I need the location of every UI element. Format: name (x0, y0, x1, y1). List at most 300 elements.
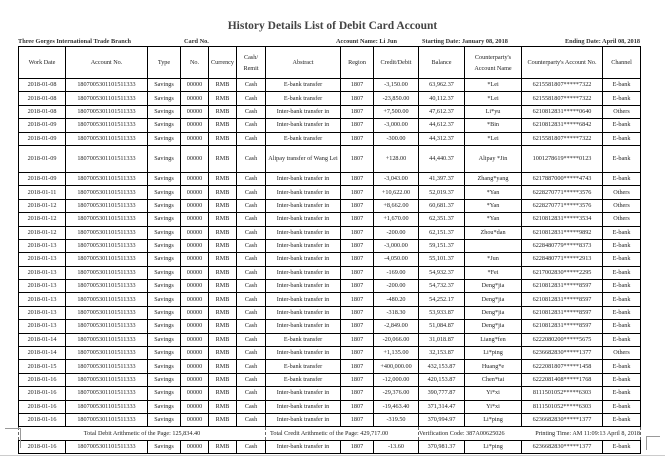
table-cell: RMB (209, 400, 237, 413)
table-cell: E-bank (603, 239, 641, 252)
table-cell: 1807005301101511333 (66, 199, 148, 212)
table-cell: *Bin (465, 119, 522, 132)
table-cell: Cash (237, 92, 266, 105)
transactions-table (18, 46, 641, 454)
table-cell: 2018-01-08 (19, 92, 66, 105)
table-cell: Cash (237, 306, 266, 319)
table-cell: -23,850.00 (374, 92, 419, 105)
table-cell: 2018-01-13 (19, 239, 66, 252)
table-row (19, 333, 641, 346)
table-cell: 6210812831*****9892 (522, 226, 603, 239)
table-cell: Cash (237, 213, 266, 226)
table-cell: 00000 (181, 132, 209, 145)
table-cell: Cash (237, 293, 266, 306)
table-cell: Cash (237, 132, 266, 145)
table-cell: Yi*xi (465, 387, 522, 400)
table-cell: Cash (237, 119, 266, 132)
table-cell: 1807 (341, 347, 374, 360)
table-cell: 1807 (341, 293, 374, 306)
table-cell: 370,981.37 (419, 440, 465, 453)
table-cell: Alipay *Jin (465, 145, 522, 172)
table-cell: +1,670.00 (374, 213, 419, 226)
table-cell: Inter-bank transfer in (266, 213, 341, 226)
table-cell: 00000 (181, 373, 209, 386)
table-cell: E-bank transfer (266, 92, 341, 105)
table-cell: 2018-01-16 (19, 413, 66, 426)
table-row (19, 320, 641, 333)
table-cell: 432,153.87 (419, 360, 465, 373)
table-cell: Yi*xi (465, 400, 522, 413)
table-cell: +10,622.00 (374, 186, 419, 199)
table-cell: Inter-bank transfer in (266, 172, 341, 185)
table-cell: E-bank (603, 333, 641, 346)
table-cell: 1807005301101511333 (66, 387, 148, 400)
table-cell: 1807 (341, 226, 374, 239)
table-cell: RMB (209, 119, 237, 132)
starting-date: Starting Date: January 08, 2018 (422, 38, 508, 45)
table-cell: 1807005301101511333 (66, 119, 148, 132)
table-cell: 00000 (181, 306, 209, 319)
table-cell: 54,932.37 (419, 266, 465, 279)
table-row (19, 92, 641, 105)
table-cell: RMB (209, 266, 237, 279)
table-cell: 6228270771*****3576 (522, 186, 603, 199)
table-cell: -3,043.00 (374, 172, 419, 185)
table-cell: 2018-01-09 (19, 172, 66, 185)
table-cell: 1807005301101511333 (66, 333, 148, 346)
table-cell: Cash (237, 320, 266, 333)
table-cell: 1807005301101511333 (66, 280, 148, 293)
table-row (19, 119, 641, 132)
table-cell: 2018-01-15 (19, 360, 66, 373)
table-cell: Inter-bank transfer in (266, 266, 341, 279)
table-cell: 6228480771*****2913 (522, 253, 603, 266)
table-cell: 1807005301101511333 (66, 105, 148, 118)
table-cell: 1807 (341, 79, 374, 92)
table-cell: 1807 (341, 413, 374, 426)
table-row (19, 253, 641, 266)
table-cell: 2018-01-13 (19, 280, 66, 293)
table-cell: Savings (148, 92, 181, 105)
table-cell: 6210812831*****8597 (522, 280, 603, 293)
table-cell: -3,000.00 (374, 119, 419, 132)
table-cell: 44,612.37 (419, 119, 465, 132)
table-cell: 1807 (341, 253, 374, 266)
table-cell: RMB (209, 226, 237, 239)
table-cell: E-bank (603, 306, 641, 319)
table-cell: 00000 (181, 360, 209, 373)
table-cell: 00000 (181, 199, 209, 212)
ending-date: Ending Date: April 08, 2018 (564, 38, 640, 45)
table-cell: *Yan (465, 186, 522, 199)
table-cell: Cash (237, 400, 266, 413)
table-cell: 6210812831*****0640 (522, 105, 603, 118)
table-cell: E-bank (603, 440, 641, 453)
table-cell: 44,312.37 (419, 132, 465, 145)
table-cell: 00000 (181, 226, 209, 239)
card-no-label: Card No. (184, 38, 209, 45)
table-cell: Inter-bank transfer in (266, 199, 341, 212)
table-cell: E-bank (603, 266, 641, 279)
table-cell: 00000 (181, 186, 209, 199)
table-cell: 8111501052*****6303 (522, 400, 603, 413)
table-cell: *Jun (465, 253, 522, 266)
table-cell: 2018-01-09 (19, 132, 66, 145)
table-row (19, 239, 641, 252)
printing-time: Printing Time: AM 11:09:13 April 8, 2018 (522, 427, 641, 440)
table-cell: RMB (209, 239, 237, 252)
table-cell: E-bank (603, 387, 641, 400)
table-cell: RMB (209, 145, 237, 172)
table-cell: 1807005301101511333 (66, 239, 148, 252)
table-cell: Inter-bank transfer in (266, 387, 341, 400)
table-cell: Cash (237, 333, 266, 346)
table-cell: Inter-bank transfer in (266, 119, 341, 132)
table-cell: RMB (209, 293, 237, 306)
table-cell: Savings (148, 320, 181, 333)
table-cell: 6228270771*****3576 (522, 199, 603, 212)
table-cell: RMB (209, 440, 237, 453)
table-cell: E-bank (603, 172, 641, 185)
table-cell: Cash (237, 280, 266, 293)
page-bottom-edge (0, 455, 665, 456)
table-cell: 390,777.87 (419, 387, 465, 400)
table-cell: Deng*jia (465, 280, 522, 293)
table-cell: 2018-01-13 (19, 293, 66, 306)
table-cell: E-bank (603, 253, 641, 266)
table-cell: 2018-01-11 (19, 186, 66, 199)
table-cell: -3,000.00 (374, 239, 419, 252)
column-header: Channel (603, 47, 641, 79)
column-header: Counterparty's Account No. (522, 47, 603, 79)
column-header: Account No. (66, 47, 148, 79)
table-cell: 1807 (341, 306, 374, 319)
table-cell: 1807 (341, 280, 374, 293)
table-cell: RMB (209, 333, 237, 346)
table-cell: 6222080200*****5675 (522, 333, 603, 346)
table-cell: 1807 (341, 333, 374, 346)
table-cell: -2,849.00 (374, 320, 419, 333)
table-cell: 1807005301101511333 (66, 145, 148, 172)
table-cell: E-bank (603, 413, 641, 426)
table-cell: Savings (148, 266, 181, 279)
table-cell: 1807 (341, 105, 374, 118)
table-cell: Others (603, 105, 641, 118)
table-cell: 00000 (181, 333, 209, 346)
table-cell: RMB (209, 172, 237, 185)
table-cell: 1807005301101511333 (66, 306, 148, 319)
table-cell: 2018-01-08 (19, 105, 66, 118)
table-cell: 6210812831*****8597 (522, 293, 603, 306)
table-cell: E-bank (603, 293, 641, 306)
table-cell: 6236682830*****1377 (522, 347, 603, 360)
table-cell: -480.20 (374, 293, 419, 306)
table-cell: RMB (209, 199, 237, 212)
table-cell: 6215581807*****7322 (522, 79, 603, 92)
table-cell: 1807 (341, 172, 374, 185)
table-cell: 1807 (341, 92, 374, 105)
table-cell: 6215581807*****7322 (522, 132, 603, 145)
table-cell: 2018-01-12 (19, 213, 66, 226)
table-cell: 2018-01-16 (19, 373, 66, 386)
table-cell: Chen*tai (465, 373, 522, 386)
column-header: Type (148, 47, 181, 79)
table-cell: -3,150.00 (374, 79, 419, 92)
table-row (19, 400, 641, 413)
table-cell: Cash (237, 199, 266, 212)
table-cell: Cash (237, 105, 266, 118)
table-cell: RMB (209, 92, 237, 105)
table-cell: +7,500.00 (374, 105, 419, 118)
table-cell: 2018-01-14 (19, 333, 66, 346)
table-cell: *Lei (465, 79, 522, 92)
table-cell: Others (603, 347, 641, 360)
table-cell: 1807005301101511333 (66, 132, 148, 145)
table-row (19, 79, 641, 92)
table-cell: Savings (148, 333, 181, 346)
table-cell: 00000 (181, 293, 209, 306)
table-cell: 00000 (181, 266, 209, 279)
table-cell: Others (603, 199, 641, 212)
table-cell: Others (603, 213, 641, 226)
table-cell: Inter-bank transfer in (266, 186, 341, 199)
table-cell: Cash (237, 226, 266, 239)
table-cell: 00000 (181, 387, 209, 400)
table-cell: RMB (209, 186, 237, 199)
table-cell: 1807 (341, 239, 374, 252)
branch-name: Three Gorges International Trade Branch (18, 38, 131, 45)
table-cell: Cash (237, 145, 266, 172)
table-row (19, 213, 641, 226)
table-cell: Cash (237, 266, 266, 279)
table-cell: *Yan (465, 199, 522, 212)
table-cell: Cash (237, 239, 266, 252)
table-cell: Savings (148, 280, 181, 293)
table-cell: 1807005301101511333 (66, 360, 148, 373)
table-cell: 00000 (181, 145, 209, 172)
table-cell: Inter-bank transfer in (266, 253, 341, 266)
table-cell: +8,662.00 (374, 199, 419, 212)
table-cell: E-bank (603, 373, 641, 386)
table-cell: E-bank (603, 145, 641, 172)
table-row (19, 145, 641, 172)
table-cell: 1807005301101511333 (66, 413, 148, 426)
table-cell: E-bank (603, 226, 641, 239)
table-cell: 1807005301101511333 (66, 79, 148, 92)
table-cell: Huang*e (465, 360, 522, 373)
table-cell: Cash (237, 413, 266, 426)
table-cell: -200.00 (374, 226, 419, 239)
table-cell: 6210812831*****6842 (522, 119, 603, 132)
table-cell: E-bank (603, 79, 641, 92)
table-row (19, 186, 641, 199)
table-cell: RMB (209, 105, 237, 118)
table-cell: Savings (148, 387, 181, 400)
table-cell: Others (603, 186, 641, 199)
table-cell: Savings (148, 253, 181, 266)
table-cell: 8111501052*****6303 (522, 387, 603, 400)
table-cell: 2018-01-16 (19, 440, 66, 453)
column-header: Work Date (19, 47, 66, 79)
table-row (19, 373, 641, 386)
table-cell: 1807005301101511333 (66, 186, 148, 199)
table-row (19, 440, 641, 453)
table-cell: E-bank transfer (266, 132, 341, 145)
table-cell: 1807 (341, 119, 374, 132)
table-cell: 54,732.37 (419, 280, 465, 293)
table-cell: 1807 (341, 132, 374, 145)
table-cell: Savings (148, 306, 181, 319)
table-cell: 32,153.87 (419, 347, 465, 360)
table-cell: 1001278619*****0123 (522, 145, 603, 172)
table-cell: 6210812831*****3534 (522, 213, 603, 226)
table-cell: 00000 (181, 239, 209, 252)
table-cell: 371,314.47 (419, 400, 465, 413)
table-row (19, 347, 641, 360)
table-cell: *Lei (465, 92, 522, 105)
table-cell: Inter-bank transfer in (266, 280, 341, 293)
table-cell: Cash (237, 79, 266, 92)
table-cell: Inter-bank transfer in (266, 413, 341, 426)
table-cell: 6210812831*****8597 (522, 320, 603, 333)
table-cell: 62,151.37 (419, 226, 465, 239)
column-header: Currency (209, 47, 237, 79)
table-cell: +400,000.00 (374, 360, 419, 373)
table-cell: 6210812831*****8597 (522, 306, 603, 319)
table-row (19, 280, 641, 293)
table-cell: RMB (209, 213, 237, 226)
table-cell: 6215581807*****7322 (522, 92, 603, 105)
table-cell: Inter-bank transfer in (266, 293, 341, 306)
table-cell: 6217887000*****4743 (522, 172, 603, 185)
table-cell: RMB (209, 320, 237, 333)
table-cell: E-bank (603, 320, 641, 333)
table-cell: +1,135.00 (374, 347, 419, 360)
page-corner-mark (5, 428, 20, 429)
table-cell: -19,463.40 (374, 400, 419, 413)
table-cell: 1807 (341, 213, 374, 226)
table-row (19, 360, 641, 373)
table-cell: Savings (148, 172, 181, 185)
table-cell: 60,681.37 (419, 199, 465, 212)
page-corner-mark (646, 436, 660, 437)
table-cell: 370,994.97 (419, 413, 465, 426)
table-cell: 1807 (341, 320, 374, 333)
table-cell: 54,252.17 (419, 293, 465, 306)
table-cell: 420,153.87 (419, 373, 465, 386)
table-cell: RMB (209, 387, 237, 400)
table-cell: E-bank (603, 360, 641, 373)
table-cell: 1807 (341, 360, 374, 373)
table-cell: 1807005301101511333 (66, 320, 148, 333)
table-cell: 00000 (181, 440, 209, 453)
table-cell: 1807005301101511333 (66, 253, 148, 266)
column-header: Cash/ Remit (237, 47, 266, 79)
table-row (19, 306, 641, 319)
column-header: Credit/Debit (374, 47, 419, 79)
table-cell: E-bank (603, 132, 641, 145)
table-cell: -319.50 (374, 413, 419, 426)
table-cell: 31,018.87 (419, 333, 465, 346)
column-header: Abstract (266, 47, 341, 79)
table-cell: 2018-01-14 (19, 347, 66, 360)
table-cell: Savings (148, 413, 181, 426)
table-cell: E-bank (603, 119, 641, 132)
table-cell: 2018-01-09 (19, 119, 66, 132)
table-cell: *Yan (465, 213, 522, 226)
table-cell: RMB (209, 306, 237, 319)
table-row (19, 293, 641, 306)
table-cell: Deng*jia (465, 306, 522, 319)
column-header: Region (341, 47, 374, 79)
table-cell: +128.00 (374, 145, 419, 172)
table-cell: -300.00 (374, 132, 419, 145)
table-cell: 1807 (341, 373, 374, 386)
table-cell: 6236682830*****1377 (522, 413, 603, 426)
table-cell: -318.30 (374, 306, 419, 319)
table-cell: 1807005301101511333 (66, 226, 148, 239)
table-cell: 00000 (181, 280, 209, 293)
table-cell: 1807 (341, 400, 374, 413)
column-header: Counterparty's Account Name (465, 47, 522, 79)
table-cell: Savings (148, 213, 181, 226)
table-cell: Li*ping (465, 413, 522, 426)
total-credit: Total Credit Arithmetic of the Page: 429,717.00 (266, 427, 419, 440)
verification-code: Verification Code: 387A00625026 (419, 427, 522, 440)
table-cell: Inter-bank transfer in (266, 400, 341, 413)
table-cell: 00000 (181, 413, 209, 426)
table-cell: 1807 (341, 186, 374, 199)
table-cell: Alipay transfer of Wang Lei (266, 145, 341, 172)
table-cell: 1807005301101511333 (66, 400, 148, 413)
table-cell: 00000 (181, 92, 209, 105)
table-cell: Zhou*dan (465, 226, 522, 239)
table-cell: -4,050.00 (374, 253, 419, 266)
table-cell: 1807005301101511333 (66, 347, 148, 360)
table-cell: Inter-bank transfer in (266, 306, 341, 319)
table-cell: Savings (148, 440, 181, 453)
table-cell: 00000 (181, 347, 209, 360)
table-cell: 2018-01-13 (19, 266, 66, 279)
table-cell: 1807 (341, 440, 374, 453)
table-cell: RMB (209, 360, 237, 373)
table-header-row (19, 47, 641, 79)
table-cell: RMB (209, 280, 237, 293)
table-cell: RMB (209, 347, 237, 360)
table-cell: Cash (237, 186, 266, 199)
table-cell: RMB (209, 253, 237, 266)
table-cell: Zhang*yang (465, 172, 522, 185)
table-cell: 1807 (341, 266, 374, 279)
table-cell: 1807 (341, 387, 374, 400)
table-cell: 1807005301101511333 (66, 293, 148, 306)
table-row (19, 413, 641, 426)
table-cell: 2018-01-13 (19, 320, 66, 333)
table-cell: RMB (209, 79, 237, 92)
table-cell: Deng*jia (465, 320, 522, 333)
table-cell: 63,962.37 (419, 79, 465, 92)
table-cell: 55,101.37 (419, 253, 465, 266)
table-cell: E-bank transfer (266, 373, 341, 386)
table-cell: 2018-01-12 (19, 226, 66, 239)
table-cell: Savings (148, 105, 181, 118)
table-cell: 2018-01-13 (19, 306, 66, 319)
table-cell: Cash (237, 360, 266, 373)
table-cell: Savings (148, 132, 181, 145)
table-cell: Savings (148, 145, 181, 172)
table-cell: 1807005301101511333 (66, 92, 148, 105)
table-cell: 62,351.37 (419, 213, 465, 226)
